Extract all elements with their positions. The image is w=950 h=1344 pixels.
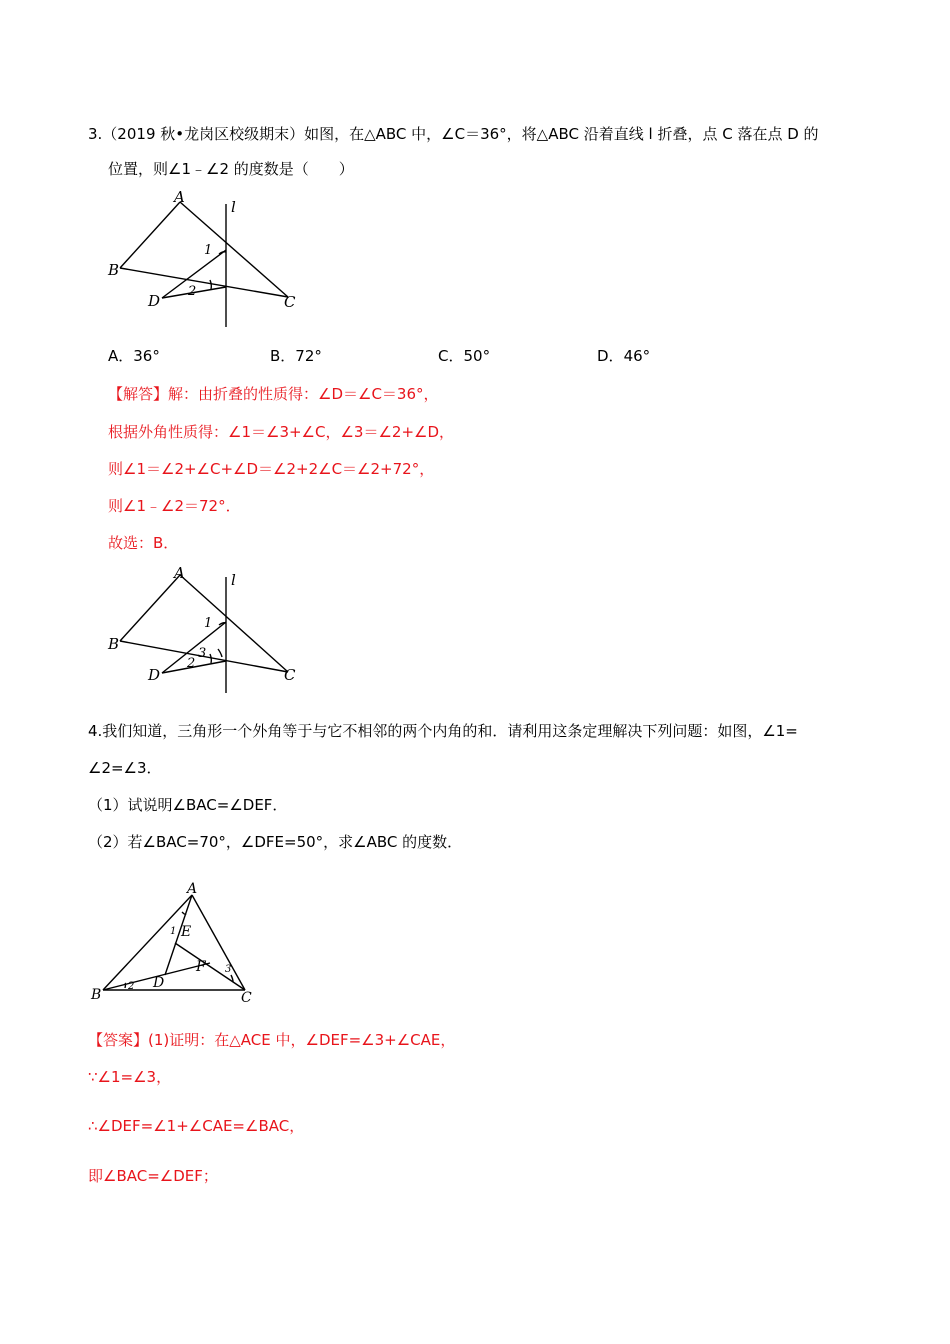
fig3-label-B: B: [91, 987, 102, 1003]
fig3-label-2: 2: [128, 981, 135, 992]
fig1-label-A: A: [174, 188, 185, 206]
q4-answer-line3: ∴∠DEF=∠1+∠CAE=∠BAC，: [88, 1117, 305, 1135]
q4-answer-line2: ∵∠1=∠3，: [88, 1068, 172, 1086]
fig2-label-3: 3: [198, 646, 207, 661]
fig3-label-D: D: [153, 975, 165, 991]
fig2-label-D: D: [148, 666, 161, 684]
fig2-label-2: 2: [187, 656, 196, 671]
q4-figure: [85, 875, 270, 1010]
fig1-label-B: B: [108, 261, 120, 279]
fig1-label-l: l: [231, 198, 236, 216]
q3-option-c: C．50°: [438, 347, 491, 365]
q3-option-a: A．36°: [108, 347, 160, 365]
q3-stem-line2: 位置，则∠1﹣∠2 的度数是（ ）: [108, 160, 354, 178]
q3-option-d: D．46°: [597, 347, 651, 365]
q3-solution-line5: 故选：B．: [108, 534, 179, 552]
fig2-label-A: A: [174, 564, 185, 582]
fig2-label-1: 1: [204, 616, 213, 631]
q3-solution-figure: [100, 565, 310, 695]
q3-stem-line1: 3.（2019 秋•龙岗区校级期末）如图，在△ABC 中，∠C＝36°，将△ABC 沿着直线 l 折叠，点 C 落在点 D 的: [88, 125, 819, 143]
fig3-label-C: C: [241, 990, 252, 1006]
q4-sub2: （2）若∠BAC=70°，∠DFE=50°，求∠ABC 的度数．: [88, 833, 463, 851]
fig2-label-C: C: [284, 666, 296, 684]
fig3-label-A: A: [187, 881, 198, 897]
q4-answer-line1: 【答案】(1)证明：在△ACE 中，∠DEF=∠3+∠CAE，: [88, 1031, 456, 1049]
q3-solution-line3: 则∠1＝∠2+∠C+∠D＝∠2+2∠C＝∠2+72°，: [108, 460, 435, 478]
q3-solution-line2: 根据外角性质得：∠1＝∠3+∠C，∠3＝∠2+∠D，: [108, 423, 455, 441]
fig3-label-E: E: [181, 924, 192, 940]
fig3-label-F: F: [196, 959, 206, 975]
fig2-label-B: B: [108, 635, 120, 653]
fig1-label-D: D: [148, 292, 161, 310]
fig3-label-3: 3: [225, 964, 232, 975]
fig3-label-1: 1: [170, 926, 177, 937]
q4-stem-line1: 4.我们知道，三角形一个外角等于与它不相邻的两个内角的和．请利用这条定理解决下列问题：如图，∠1=: [88, 722, 798, 740]
q3-solution-line1: 【解答】解：由折叠的性质得：∠D＝∠C＝36°，: [108, 385, 439, 403]
q4-stem-line2: ∠2=∠3．: [88, 759, 162, 777]
q3-solution-line4: 则∠1﹣∠2＝72°．: [108, 497, 241, 515]
fig1-label-2: 2: [188, 284, 197, 299]
fig2-label-l: l: [231, 571, 236, 589]
q4-answer-line4: 即∠BAC=∠DEF；: [88, 1167, 218, 1185]
fig1-label-C: C: [284, 293, 296, 311]
fig1-label-1: 1: [204, 243, 213, 258]
q4-sub1: （1）试说明∠BAC=∠DEF．: [88, 796, 288, 814]
q3-option-b: B．72°: [270, 347, 322, 365]
q3-figure: [100, 190, 310, 335]
